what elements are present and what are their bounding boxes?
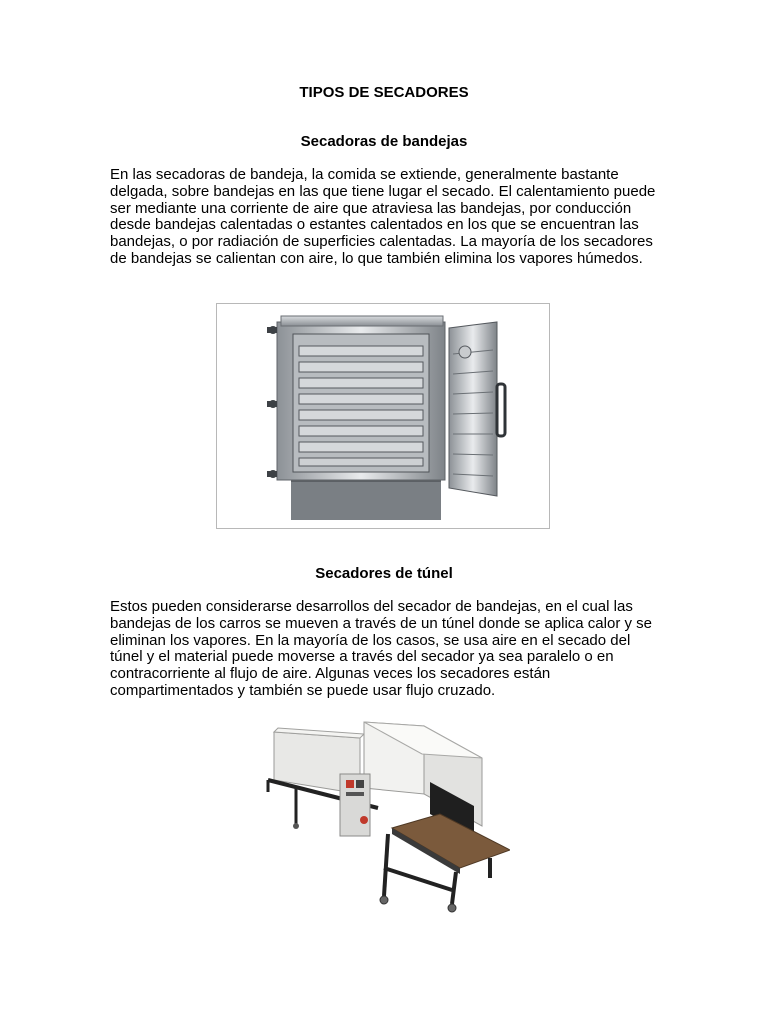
tray-dryer-image [216, 303, 550, 529]
section-paragraph-tunnel-dryers: Estos pueden considerarse desarrollos del secador de bandejas, en el cual las bandejas de los carros se mueven a través de un túnel donde se aplica calor y se eliminan los vapores. En la mayoría de los casos, se usa aire en el secado del túnel y el material puede moverse a través del secador ya sea paralelo o en contracorriente al flujo de aire. Algunas veces los secadores están compartimentados y también se puede usar flujo cruzado. [110, 598, 652, 699]
document-title: TIPOS DE SECADORES [299, 84, 469, 101]
control-button-icon [346, 780, 354, 788]
cabinet-door [449, 322, 497, 496]
section-heading-tunnel-dryers: Secadores de túnel [315, 565, 453, 582]
section-heading-tray-dryers: Secadoras de bandejas [300, 133, 468, 150]
tunnel-dryer-image [260, 718, 510, 914]
door-handle [497, 384, 505, 436]
emergency-stop-icon [360, 816, 368, 824]
hinges [267, 326, 277, 478]
control-box [340, 774, 370, 836]
tray-dryer-illustration [217, 304, 549, 528]
cabinet-base [291, 476, 441, 520]
tunnel-dryer-illustration [260, 718, 510, 914]
section-paragraph-tray-dryers: En las secadoras de bandeja, la comida se extiende, generalmente bastante delgada, sobre bandejas en las que tiene lugar el secado. El calentamiento puede ser mediante una corriente de aire que atraviesa las bandejas, por conducción desde bandejas calentadas o estantes calentados en los que se encuentran las bandejas, o por radiación de superficies calentadas. La mayoría de los secadores de bandejas se calientan con aire, lo que también elimina los vapores húmedos. [110, 166, 656, 267]
